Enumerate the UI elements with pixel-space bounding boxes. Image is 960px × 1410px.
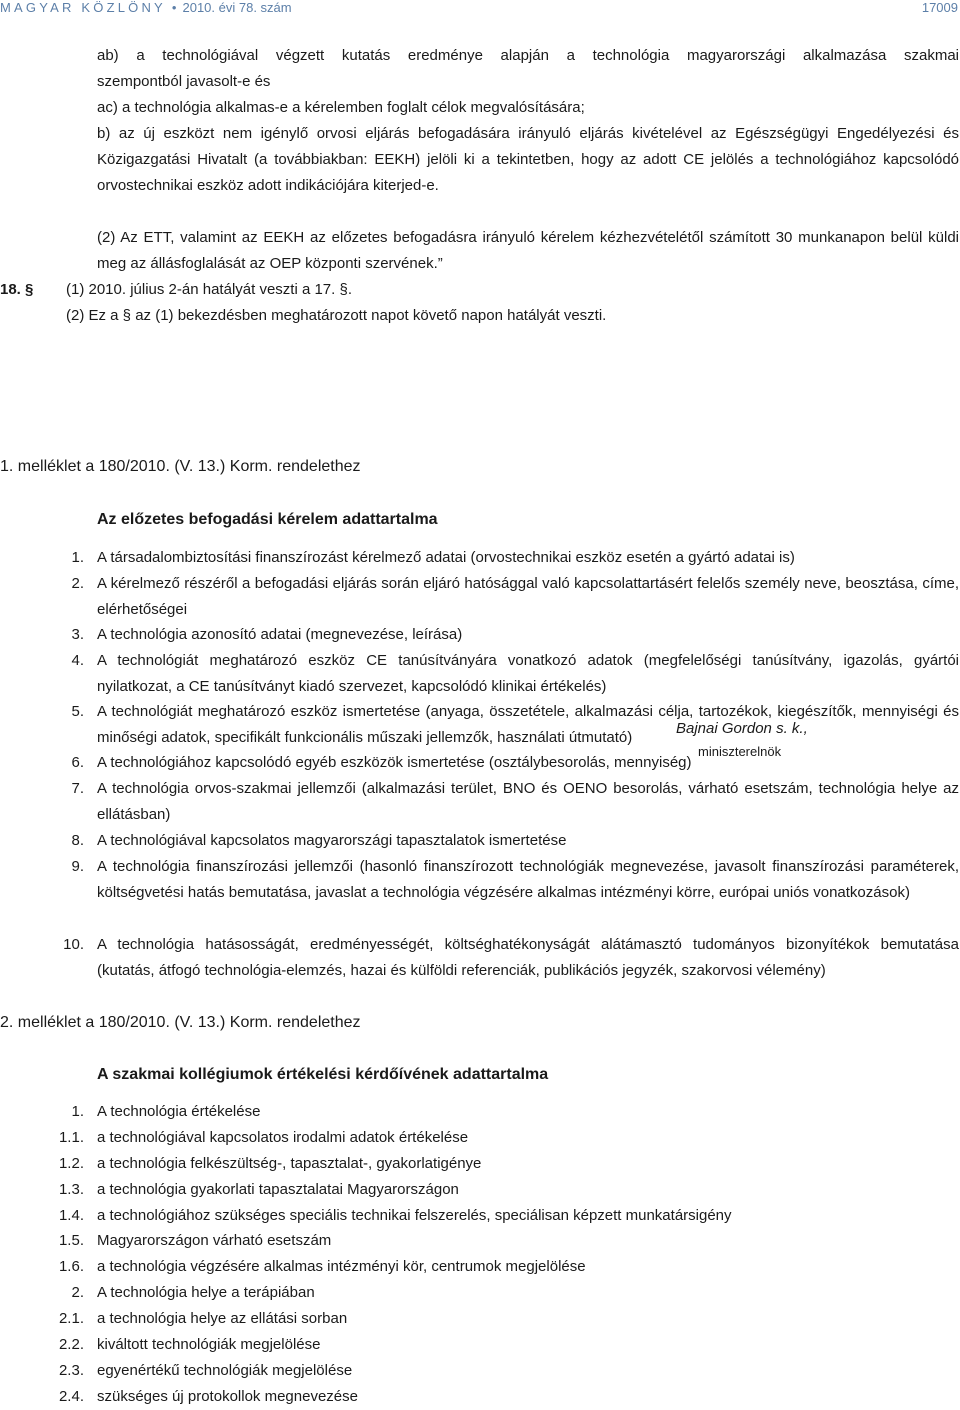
list-item-number: 1.4. [58, 1207, 84, 1224]
paragraph-2: (2) Az ETT, valamint az EEKH az előzetes befogadásra irányuló kérelem kézhezvételétől számított 30 munkanapon belül küldi meg az állásfoglalását az OEP központi szervének.” [97, 229, 959, 272]
list-item-number: 9. [71, 858, 84, 875]
list-item-text: a technológia gyakorlati tapasztalatai Magyarországon [97, 1181, 459, 1198]
list-item-text: A technológia finanszírozási jellemzői (hasonló finanszírozott technológiák megnevezése, javasolt finanszírozási paraméterek, költségvetési hatás bemutatása, javaslat a technológia végzésére alkalmas intézményi körre, európai uniós vonatkozások) [97, 858, 959, 901]
list-item-number: 3. [71, 626, 84, 643]
list-item-text: A kérelmező részéről a befogadási eljárás során eljáró hatósággal való kapcsolattartásért felelős személy neve, beosztása, címe, elérhetőségei [97, 575, 959, 618]
bullet-separator: • [171, 0, 177, 15]
list-item-text: A technológia hatásosságát, eredményességét, költséghatékonyságát alátámasztó tudományos bizonyítékok bemutatása (kutatás, átfogó technológia-elemzés, hazai és külföldi referenciák, publikációs jegyzék, szakorvosi vélemény) [97, 936, 959, 979]
list-item-text: A társadalombiztosítási finanszírozást kérelmező adatai (orvostechnikai eszköz esetén a gyártó adatai is) [97, 549, 795, 566]
issue-label: 2010. évi 78. szám [182, 0, 292, 15]
list-item-text: A technológia azonosító adatai (megnevezése, leírása) [97, 626, 463, 643]
list-item-number: 2.2. [58, 1336, 84, 1353]
paragraph-ab-line2: szempontból javasolt-e és [97, 73, 271, 90]
running-header [0, 0, 292, 15]
list-item-text: A technológia helye a terápiában [97, 1284, 315, 1301]
list-item-number: 1. [71, 1103, 84, 1120]
list-item-text: a technológia végzésére alkalmas intézményi kör, centrumok megjelölése [97, 1258, 586, 1275]
list-item-text: szükséges új protokollok megnevezése [97, 1388, 358, 1405]
annex2-label: 2. melléklet a 180/2010. (V. 13.) Korm. rendelethez [0, 1014, 361, 1031]
list-item-text: A technológiát meghatározó eszköz ismertetése (anyaga, összetétele, alkalmazási célja, tartozékok, kiegészítők, mennyiségi és minőségi adatok, specifikált funkcionális műszaki jellemzők, használati útmutató) [97, 703, 959, 746]
list-item-number: 2.1. [58, 1310, 84, 1327]
signature-name: Bajnai Gordon s. k., [676, 720, 808, 737]
list-item-text: a technológiához szükséges speciális technikai felszerelés, speciálisan képzett munkatársigény [97, 1207, 732, 1224]
list-item-number: 4. [71, 652, 84, 669]
section-18-p1: (1) 2010. július 2-án hatályát veszti a 17. §. [66, 281, 352, 298]
paragraph-ac: ac) a technológia alkalmas-e a kérelemben foglalt célok megvalósítására; [97, 99, 585, 116]
section-18-label: 18. § [0, 281, 34, 298]
list-item-text: egyenértékű technológiák megjelölése [97, 1362, 353, 1379]
list-item-text: a technológia felkészültség-, tapasztalat-, gyakorlatigénye [97, 1155, 482, 1172]
list-item-text: a technológia helye az ellátási sorban [97, 1310, 348, 1327]
list-item-text: Magyarországon várható esetszám [97, 1232, 332, 1249]
list-item-text: A technológia értékelése [97, 1103, 261, 1120]
list-item-text: A technológiát meghatározó eszköz CE tanúsítványára vonatkozó adatok (megfelelőségi tanúsítvány, igazolás, gyártói nyilatkozat, a CE tanúsítványt kiadó szervezet, kapcsolódó klinikai értékelés) [97, 652, 959, 695]
list-item-number: 6. [71, 754, 84, 771]
list-item-number: 10. [63, 936, 84, 953]
section-18-p2: (2) Ez a § az (1) bekezdésben meghatározott napot követő napon hatályát veszti. [66, 307, 607, 324]
list-item-text: A technológiával kapcsolatos magyarországi tapasztalatok ismertetése [97, 832, 567, 849]
journal-name: MAGYAR KÖZLÖNY [0, 0, 166, 15]
list-item-number: 1.6. [58, 1258, 84, 1275]
signature-role: miniszterelnök [698, 744, 782, 759]
annex1-title: Az előzetes befogadási kérelem adattartalma [97, 511, 438, 528]
list-item-number: 2.4. [58, 1388, 84, 1405]
list-item-text: kiváltott technológiák megjelölése [97, 1336, 321, 1353]
list-item-number: 1.5. [58, 1232, 84, 1249]
list-item-number: 1.2. [58, 1155, 84, 1172]
list-item-number: 1. [71, 549, 84, 566]
list-item-number: 2.3. [58, 1362, 84, 1379]
list-item-text: a technológiával kapcsolatos irodalmi adatok értékelése [97, 1129, 469, 1146]
annex1-label: 1. melléklet a 180/2010. (V. 13.) Korm. rendelethez [0, 458, 361, 475]
paragraph-ab-line1: ab) a technológiával végzett kutatás eredménye alapján a technológia magyarországi alkalmazása szakmai [97, 47, 959, 64]
list-item-text: A technológiához kapcsolódó egyéb eszközök ismertetése (osztálybesorolás, mennyiség) [97, 754, 692, 771]
list-item-number: 1.3. [58, 1181, 84, 1198]
list-item-number: 5. [71, 703, 84, 720]
list-item-number: 2. [71, 1284, 84, 1301]
list-item-number: 1.1. [58, 1129, 84, 1146]
list-item-number: 8. [71, 832, 84, 849]
page-number: 17009 [921, 0, 958, 15]
list-item-text: A technológia orvos-szakmai jellemzői (alkalmazási terület, BNO és OENO besorolás, várható esetszám, technológia helye az ellátásban) [97, 780, 959, 823]
annex2-title: A szakmai kollégiumok értékelési kérdőívének adattartalma [97, 1066, 549, 1083]
list-item-number: 7. [71, 780, 84, 797]
list-item-number: 2. [71, 575, 84, 592]
paragraph-b: b) az új eszközt nem igénylő orvosi eljárás befogadására irányuló eljárás kivételével az Egészségügyi Engedélyezési és Közigazgatási Hivatalt (a továbbiakban: EEKH) jelöli ki a tekintetben, hogy az adott CE jelölés a technológiához kapcsolódó orvostechnikai eszköz adott indikációjára kiterjed-e. [97, 125, 959, 194]
